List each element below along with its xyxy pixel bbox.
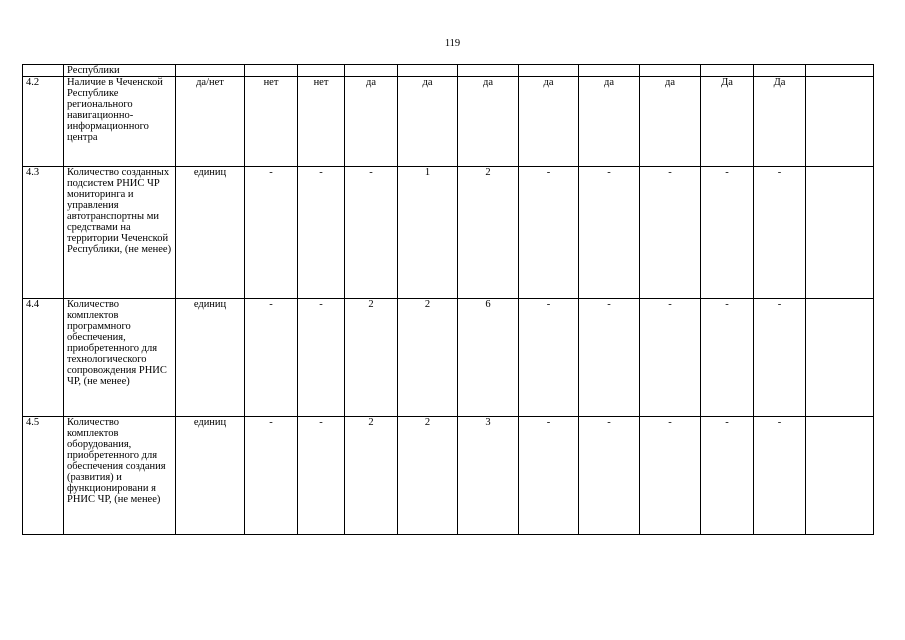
value-cell: 1 [398,167,458,299]
value-cell: да [579,77,640,167]
value-cell: Да [754,77,806,167]
table-row [23,77,874,167]
value-cell: - [701,167,754,299]
value-cell [806,167,874,299]
row-number: 4.3 [23,167,64,299]
value-cell: 2 [345,299,398,417]
value-cell: - [298,417,345,535]
value-cell: да [398,77,458,167]
row-number: 4.2 [23,77,64,167]
value-cell: - [754,417,806,535]
indicator-name: Количество комплектов оборудования, приобретенного для обеспечения создания (развития) и функционировани я РНИС ЧР, (не менее) [64,417,176,535]
value-cell: - [245,299,298,417]
value-cell: - [345,167,398,299]
value-cell: нет [245,77,298,167]
value-cell: нет [298,77,345,167]
value-cell [806,77,874,167]
value-cell: да [519,77,579,167]
value-cell: - [640,167,701,299]
value-cell [806,417,874,535]
value-cell: 2 [458,167,519,299]
value-cell [806,299,874,417]
value-cell: Да [701,77,754,167]
value-cell: да [640,77,701,167]
row-number: 4.4 [23,299,64,417]
value-cell: 2 [345,417,398,535]
value-cell: - [245,417,298,535]
value-cell: - [245,167,298,299]
value-cell: - [640,417,701,535]
row-number: 4.5 [23,417,64,535]
value-cell: - [579,417,640,535]
table-row [23,167,874,299]
value-cell: - [298,167,345,299]
table-row [23,417,874,535]
value-cell: - [579,167,640,299]
unit-cell: да/нет [176,77,245,167]
value-cell: - [640,299,701,417]
value-cell: - [754,299,806,417]
value-cell: да [458,77,519,167]
value-cell: - [519,299,579,417]
value-cell: - [701,299,754,417]
unit-cell: единиц [176,167,245,299]
value-cell: - [754,167,806,299]
table-row [23,65,874,77]
name-cell: Республики [64,65,176,77]
value-cell: 2 [398,299,458,417]
value-cell: да [345,77,398,167]
indicator-name: Количество комплектов программного обеспечения, приобретенного для технологического сопровождения РНИС ЧР, (не менее) [64,299,176,417]
indicator-name: Наличие в Чеченской Республике регионального навигационно-информационного центра [64,77,176,167]
value-cell: - [579,299,640,417]
value-cell: 6 [458,299,519,417]
indicators-table [22,64,874,535]
page-number: 119 [444,38,461,49]
value-cell: 2 [398,417,458,535]
value-cell: - [519,417,579,535]
indicator-name: Количество созданных подсистем РНИС ЧР мониторинга и управления автотранспортны ми средствами на территории Чеченской Республики, (не менее) [64,167,176,299]
unit-cell: единиц [176,299,245,417]
value-cell: - [519,167,579,299]
value-cell: - [298,299,345,417]
table-row [23,299,874,417]
unit-cell: единиц [176,417,245,535]
value-cell: 3 [458,417,519,535]
value-cell: - [701,417,754,535]
